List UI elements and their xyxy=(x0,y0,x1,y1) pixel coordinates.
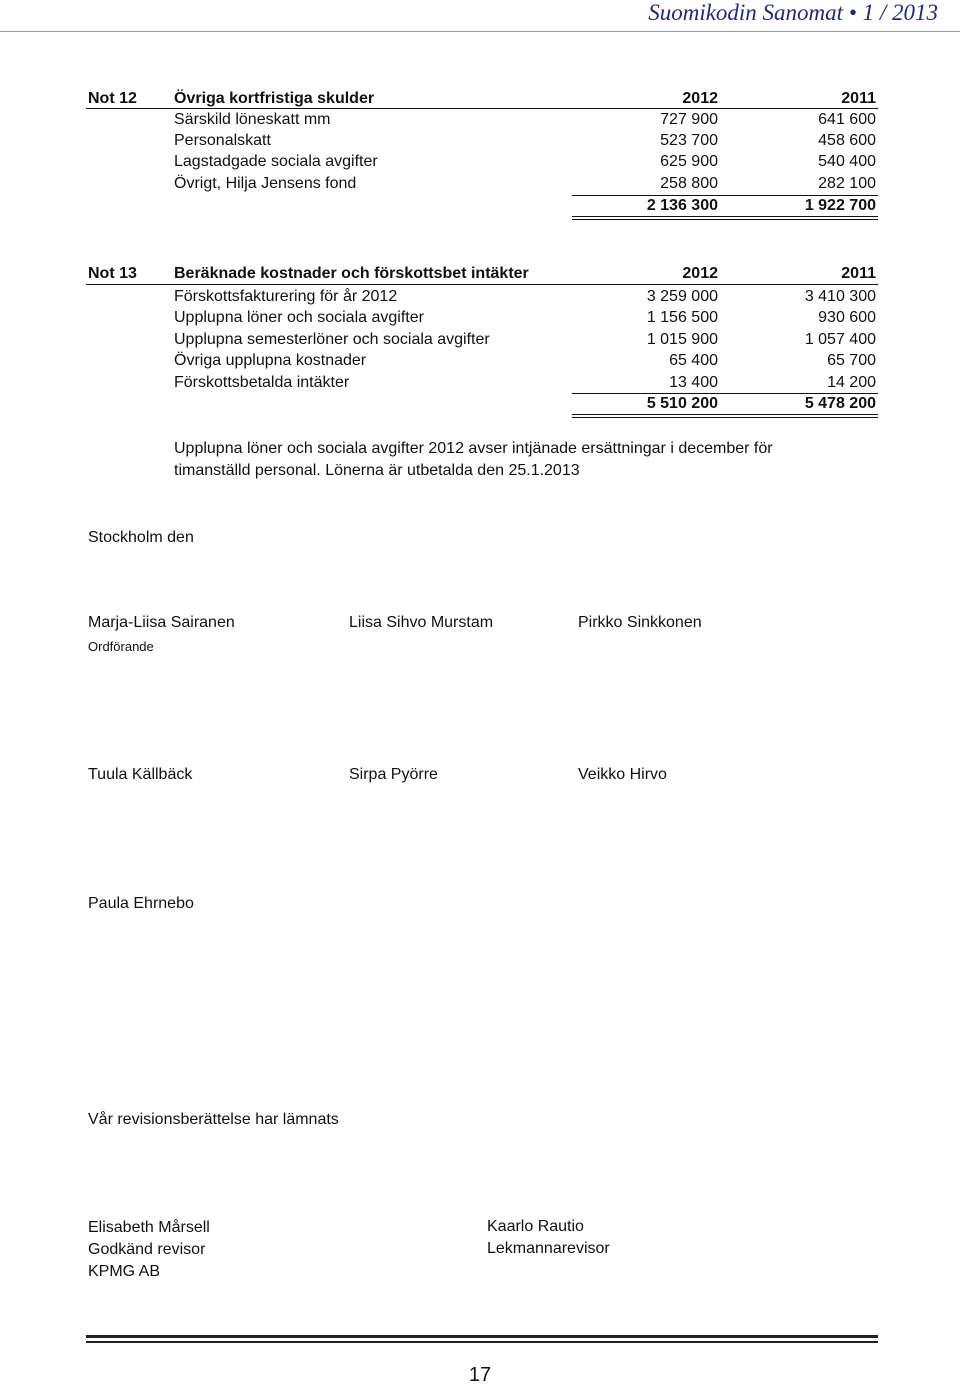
row-label: Övriga upplupna kostnader xyxy=(174,352,367,369)
note-13-comment-line-1: Upplupna löner och sociala avgifter 2012 avser intjänade ersättningar i december för xyxy=(174,440,773,457)
total-double-rule xyxy=(572,216,878,220)
total-double-rule xyxy=(572,414,878,418)
note-13-col-2012: 2012 xyxy=(682,265,718,282)
note-12-title: Övriga kortfristiga skulder xyxy=(174,90,375,107)
note-13-comment-line-2: timanställd personal. Lönerna är utbetalda den 25.1.2013 xyxy=(174,462,580,479)
signatory-name: Tuula Källbäck xyxy=(88,766,193,783)
value-2011: 930 600 xyxy=(818,309,876,326)
signatory-name: Liisa Sihvo Murstam xyxy=(349,614,494,631)
value-2012: 258 800 xyxy=(660,175,718,192)
page-header xyxy=(0,0,960,30)
note-12-col-2012: 2012 xyxy=(682,90,718,107)
row-label: Upplupna semesterlöner och sociala avgifter xyxy=(174,331,490,348)
row-label: Förskottsfakturering för år 2012 xyxy=(174,288,398,305)
value-2011: 458 600 xyxy=(818,132,876,149)
auditor-title: Lekmannarevisor xyxy=(487,1240,610,1257)
auditor-title: Godkänd revisor xyxy=(88,1241,206,1258)
auditor-firm: KPMG AB xyxy=(88,1263,161,1280)
value-2011: 65 700 xyxy=(827,352,876,369)
note-12-total-2012: 2 136 300 xyxy=(646,197,718,214)
value-2011: 540 400 xyxy=(818,153,876,170)
value-2012: 3 259 000 xyxy=(646,288,718,305)
value-2012: 1 015 900 xyxy=(646,331,718,348)
note-12-total-2011: 1 922 700 xyxy=(804,197,876,214)
note-13-total-2012: 5 510 200 xyxy=(646,395,718,412)
signatory-name: Pirkko Sinkkonen xyxy=(578,614,702,631)
subtotal-rule xyxy=(572,393,878,394)
value-2012: 1 156 500 xyxy=(646,309,718,326)
place-date-line: Stockholm den xyxy=(88,529,194,546)
value-2011: 3 410 300 xyxy=(804,288,876,305)
value-2012: 65 400 xyxy=(669,352,718,369)
footer-rule xyxy=(86,1341,878,1343)
row-label: Upplupna löner och sociala avgifter xyxy=(174,309,424,326)
signatory-name: Sirpa Pyörre xyxy=(349,766,438,783)
value-2011: 14 200 xyxy=(827,374,876,391)
note-13-header-rule xyxy=(86,284,878,285)
row-label: Personalskatt xyxy=(174,132,271,149)
note-12-number: Not 12 xyxy=(88,90,137,107)
page-number: 17 xyxy=(468,1364,492,1386)
audit-statement: Vår revisionsberättelse har lämnats xyxy=(88,1111,339,1128)
value-2012: 727 900 xyxy=(660,111,718,128)
signatory-name: Marja-Liisa Sairanen xyxy=(88,614,235,631)
note-13-total-2011: 5 478 200 xyxy=(804,395,876,412)
row-label: Förskottsbetalda intäkter xyxy=(174,374,350,391)
publication-title: Suomikodin Sanomat • 1 / 2013 xyxy=(648,0,938,25)
value-2012: 625 900 xyxy=(660,153,718,170)
auditor-name: Elisabeth Mårsell xyxy=(88,1219,210,1236)
value-2012: 13 400 xyxy=(669,374,718,391)
subtotal-rule xyxy=(572,195,878,196)
value-2011: 641 600 xyxy=(818,111,876,128)
signatory-name: Veikko Hirvo xyxy=(578,766,667,783)
note-12-header-rule xyxy=(86,108,878,109)
footer-rule xyxy=(86,1335,878,1338)
chair-title: Ordförande xyxy=(88,639,154,654)
value-2012: 523 700 xyxy=(660,132,718,149)
auditor-name: Kaarlo Rautio xyxy=(487,1218,584,1235)
row-label: Särskild löneskatt mm xyxy=(174,111,331,128)
row-label: Övrigt, Hilja Jensens fond xyxy=(174,175,357,192)
signatory-name: Paula Ehrnebo xyxy=(88,895,194,912)
note-12-col-2011: 2011 xyxy=(841,90,876,107)
value-2011: 282 100 xyxy=(818,175,876,192)
note-13-number: Not 13 xyxy=(88,265,137,282)
row-label: Lagstadgade sociala avgifter xyxy=(174,153,378,170)
value-2011: 1 057 400 xyxy=(804,331,876,348)
note-13-title: Beräknade kostnader och förskottsbet intäkter xyxy=(174,265,529,282)
header-rule xyxy=(0,31,960,32)
note-13-col-2011: 2011 xyxy=(841,265,876,282)
